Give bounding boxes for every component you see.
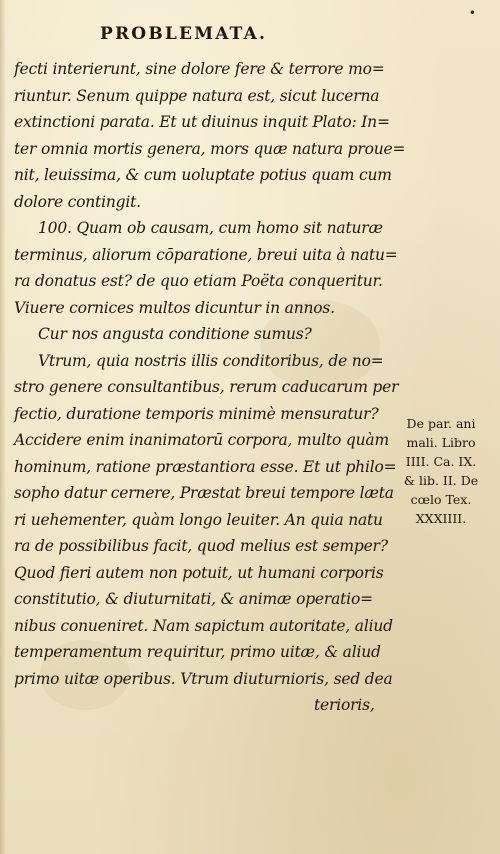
running-head: PROBLEMATA.: [100, 24, 268, 44]
text-line: terminus, aliorum cōparatione, breui uita à natu=: [14, 245, 398, 264]
text-line: primo uitæ operibus. Vtrum diuturnioris, sed dea: [14, 669, 393, 688]
text-line: stro genere consultantibus, rerum caducarum per: [14, 378, 399, 396]
text-line: ra de possibilibus facit, quod melius est semper?: [14, 537, 388, 555]
corner-mark: •: [468, 6, 476, 20]
text-line: fecti interierunt, sine dolore fere & terrore mo=: [14, 60, 385, 78]
margin-note-line: De par. ani: [406, 416, 476, 431]
text-line: nibus conueniret. Nam sapictum autoritate, aliud: [14, 616, 393, 635]
text-line: Cur nos angusta conditione sumus?: [38, 325, 312, 343]
page-gutter-shadow: [0, 0, 6, 854]
text-line: 100. Quam ob causam, cum homo sit naturæ: [38, 219, 383, 237]
margin-note-line: IIII. Ca. IX.: [405, 454, 477, 469]
text-line: riuntur. Senum quippe natura est, sicut lucerna: [14, 86, 380, 105]
text-line: dolore contingit.: [14, 192, 141, 211]
text-line: ri uehementer, quàm longo leuiter. An quia natu: [14, 510, 383, 529]
text-line: terioris,: [314, 696, 375, 714]
text-line: constitutio, & diuturnitati, & animæ operatio=: [14, 590, 373, 608]
margin-note-line: cœlo Tex.: [410, 492, 472, 507]
text-line: ra donatus est? de quo etiam Poëta conqueritur.: [14, 272, 383, 290]
text-line: Vtrum, quia nostris illis conditoribus, de no=: [38, 351, 384, 370]
text-line: nit, leuissima, & cum uoluptate potius quam cum: [14, 166, 392, 184]
text-line: temperamentum requiritur, primo uitæ, & aliud: [14, 643, 381, 661]
text-line: Quod fieri autem non potuit, ut humani corporis: [14, 563, 384, 582]
text-line: hominum, ratione præstantiora esse. Et ut philo=: [14, 457, 397, 476]
margin-note-line: XXXIIII.: [415, 511, 467, 526]
text-line: Viuere cornices multos dicuntur in annos.: [14, 298, 335, 317]
margin-note-line: & lib. II. De: [403, 473, 479, 488]
text-line: fectio, duratione temporis minimè mensuratur?: [14, 404, 379, 423]
text-line: extinctioni parata. Et ut diuinus inquit Plato: In=: [14, 113, 390, 131]
margin-note: [386, 414, 496, 528]
margin-note-line: mali. Libro: [406, 435, 476, 450]
text-line: ter omnia mortis genera, mors quæ natura proue=: [14, 139, 406, 158]
text-line: Accidere enim inanimatorū corpora, multo quàm: [14, 431, 389, 449]
text-line: sopho datur cernere, Præstat breui tempore læta: [14, 484, 394, 502]
